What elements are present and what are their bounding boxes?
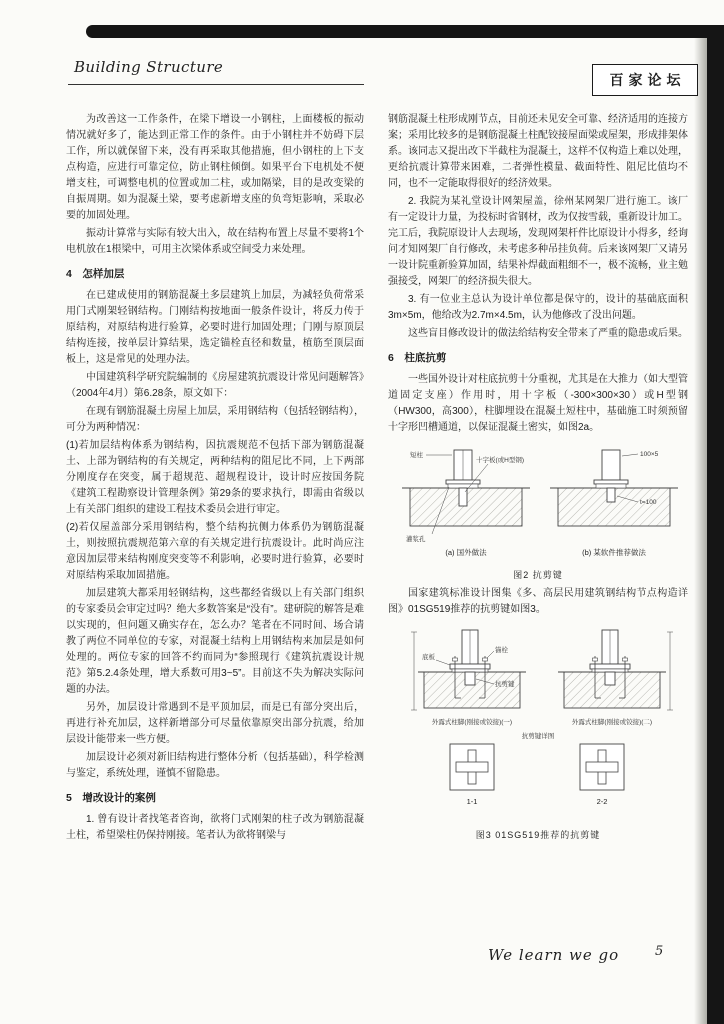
fig3-detail2-label: 2-2	[596, 797, 608, 807]
header-rule	[68, 84, 364, 85]
fig2-label-grout-hole: 灌浆孔	[406, 535, 426, 543]
paragraph-right-1: 2. 我院为某礼堂设计网架屋盖，徐州某网架厂进行施工。该厂有一定设计力量，为投标时省钢材，改为仅按雪载，重新设计加工。完工后，我院原设计人去现场，发现网架杆件比原设计小得多，经询问才知网架厂自行修改，未考虑多种吊挂负荷。后来该网架厂又请另一设计院重新验算加固，结果补焊截面粗细不一，极不流畅，业主勉强接受，网架厂的经济损失很大。	[388, 196, 688, 287]
figure-2	[388, 442, 688, 582]
paragraph-left-7: (2)若仅屋盖部分采用钢结构，整个结构抗侧力体系仍为钢筋混凝土，则按照抗震规范第六章的有关规定进行抗震设计。此时尚应注意因加层带来结构刚度突变等不利影响，必要时进行验算，必要时对原结构采取加固措施。	[66, 521, 364, 581]
paragraph-right-6: 国家建筑标准设计图集《多、高层民用建筑钢结构节点构造详图》01SG519推荐的抗剪键如图3。	[388, 588, 688, 616]
scan-edge-right	[707, 25, 724, 1024]
section-heading-6: 6 柱底抗剪	[388, 352, 447, 364]
paragraph-left-4: 中国建筑科学研究院编制的《房屋建筑抗震设计常见问题解答》（2004年4月）第6.28条，原文如下：	[66, 371, 364, 399]
fig2-label-short-column: 短柱	[410, 451, 423, 459]
figure2-drawing	[392, 442, 684, 560]
fig3-label-anchor-bolt: 锚栓	[495, 647, 508, 655]
fig3-details	[450, 731, 624, 806]
fig2-panel-b	[550, 450, 678, 557]
fig2-sublabel-a: (a) 国外做法	[445, 547, 487, 557]
fig2-label-dim1: 100×5	[640, 450, 659, 458]
scan-edge-top	[86, 25, 724, 38]
fig3-detail-title: 抗剪键详图	[521, 733, 555, 741]
fig3-panel-2	[558, 630, 673, 726]
fig3-detail1-label: 1-1	[466, 797, 478, 807]
fig3-panel1-label: 外露式柱脚(刚接或铰接)(一)	[431, 719, 513, 727]
fig2-label-cross-plate: 十字板(或H型钢)	[476, 456, 525, 464]
page-number: 5	[655, 944, 664, 959]
fig3-panel-1	[411, 630, 526, 726]
fig3-panel2-label: 外露式柱脚(刚接或铰接)(二)	[571, 719, 653, 727]
journal-title: Building Structure	[74, 58, 224, 76]
right-column	[388, 112, 688, 847]
section-heading-5: 5 增改设计的案例	[66, 791, 156, 804]
section-heading-4: 4 怎样加层	[66, 268, 125, 280]
figure3-drawing	[392, 624, 684, 820]
paragraph-left-9: 另外，加层设计常遇到不是平顶加层，而是已有部分突出后，再进行补充加层，这样新增部分可尽量依靠原突出部分抗震，给加层设计能带来一些方便。	[66, 701, 364, 745]
fig2-panel-a	[402, 450, 530, 557]
fig3-label-shear-key: 抗剪键	[495, 681, 515, 689]
fig3-label-base-plate: 底板	[422, 654, 435, 662]
paragraph-left-1: 振动计算常与实际有较大出入，故在结构布置上尽量不要将1个电机放在1根梁中，可用主次梁体系或空间受力来处理。	[66, 228, 364, 255]
scan-shadow-right	[694, 38, 707, 1024]
paragraph-left-0: 为改善这一工作条件，在梁下增设一小钢柱，上面楼板的振动情况就好多了，能达到正常工作的条件。由于小钢柱并不妨碍下层工作，所以就保留下来，没有再采取其他措施，但小钢柱的上下支点构造，应进行可靠定位，防止钢柱倾倒。如果平台下电机处不便增支柱，可调整电机的位置或加二柱，或加隔梁，目的是改变梁的自振周期。如为混凝土梁，要考虑新增支座的负弯矩影响，采取必要的加固处理。	[66, 114, 364, 221]
figure3-caption: 图3 01SG519推荐的抗剪键	[475, 830, 601, 841]
paragraph-left-5: 在现有钢筋混凝土房屋上加层，采用钢结构（包括轻钢结构），可分为两种情况：	[66, 405, 364, 433]
paragraph-right-3: 这些盲目修改设计的做法给结构安全带来了严重的隐患或后果。	[408, 328, 688, 339]
footer-slogan: We learn we go	[488, 946, 620, 964]
paragraph-left-6: (1)若加层结构体系为钢结构，因抗震规范不包括下部为钢筋混凝土、上部为钢结构的有关规定，两种结构的阻尼比不同，上下两部分刚度存在突变，属于超规范、超规程设计，设计时应按国务院《建筑工程勘察设计管理条例》第29条的要求执行，即需由省级以上有关部门组织的建设工程技术委员会进行审定。	[66, 439, 364, 515]
figure2-caption: 图2 抗剪键	[513, 569, 563, 580]
forum-badge	[592, 64, 698, 96]
paragraph-left-12: 1. 曾有设计者找笔者咨询，欲将门式刚架的柱子改为钢筋混凝土柱，希望梁柱仍保持刚接。笔者认为欲将钢梁与	[66, 813, 364, 841]
fig2-sublabel-b: (b) 某软件推荐做法	[582, 547, 646, 557]
paragraph-right-5: 一些国外设计对柱底抗剪十分重视，尤其是在大推力（如大型管道固定支座）作用时，用十字板（-300×300×30）或H型钢（HW300，高300），柱脚埋设在混凝土短柱中，基础施工时须预留十字形凹槽通道，以保证混凝土密实，如图2a。	[388, 373, 688, 433]
paragraph-left-10: 加层设计必须对新旧结构进行整体分析（包括基础），科学检测与鉴定，系统处理，谨慎不留隐患。	[66, 751, 364, 779]
fig2-label-dim2: t=100	[640, 498, 657, 506]
forum-badge-label: 百家论坛	[609, 72, 686, 88]
paragraph-right-2: 3. 有一位业主总认为设计单位都是保守的，设计的基础底面积3m×5m，他给改为2.7m×4.5m，认为他修改了没出问题。	[388, 294, 688, 321]
paragraph-left-8: 加层建筑大都采用轻钢结构，这些都经省级以上有关部门组织的专家委员会审定过吗？绝大多数答案是“没有”。建研院的解答是难以实现的，但问题又确实存在，怎么办？笔者在不同时间、场合请教了两位不同单位的专家，对混凝土结构上用钢结构来加层是如何处理的。两位专家的回答不约而同为“参照现行《建筑抗震设计规范》第5.2.4条处理，增大系数可用3~5”。目前这不失为解决实际问题的办法。	[66, 587, 364, 695]
left-column	[66, 112, 364, 846]
paragraph-right-0: 钢筋混凝土柱形成刚节点，目前还未见安全可靠、经济适用的连接方案；采用比较多的是钢筋混凝土柱配铰接屋面梁或屋架，形成排架体系。该同志又提出改下半截柱为混凝土，这样不仅构造上难以处理，更给抗震计算带来困难，二者弹性模量、截面特性、阻尼比值均不同，也不一定能取得很好的经济效果。	[388, 114, 688, 189]
figure-3	[388, 624, 688, 842]
paragraph-left-3: 在已建成使用的钢筋混凝土多层建筑上加层，为减轻负荷常采用门式刚架轻钢结构。门刚结构按地面一般条件设计，将反力传于原结构，对原结构进行验算，必要时进行加固处理；门刚与原顶层结构连接，按单层计算结果，选定锚栓直径和数量，植筋至顶层面板上，这是常见的处理办法。	[66, 289, 364, 365]
